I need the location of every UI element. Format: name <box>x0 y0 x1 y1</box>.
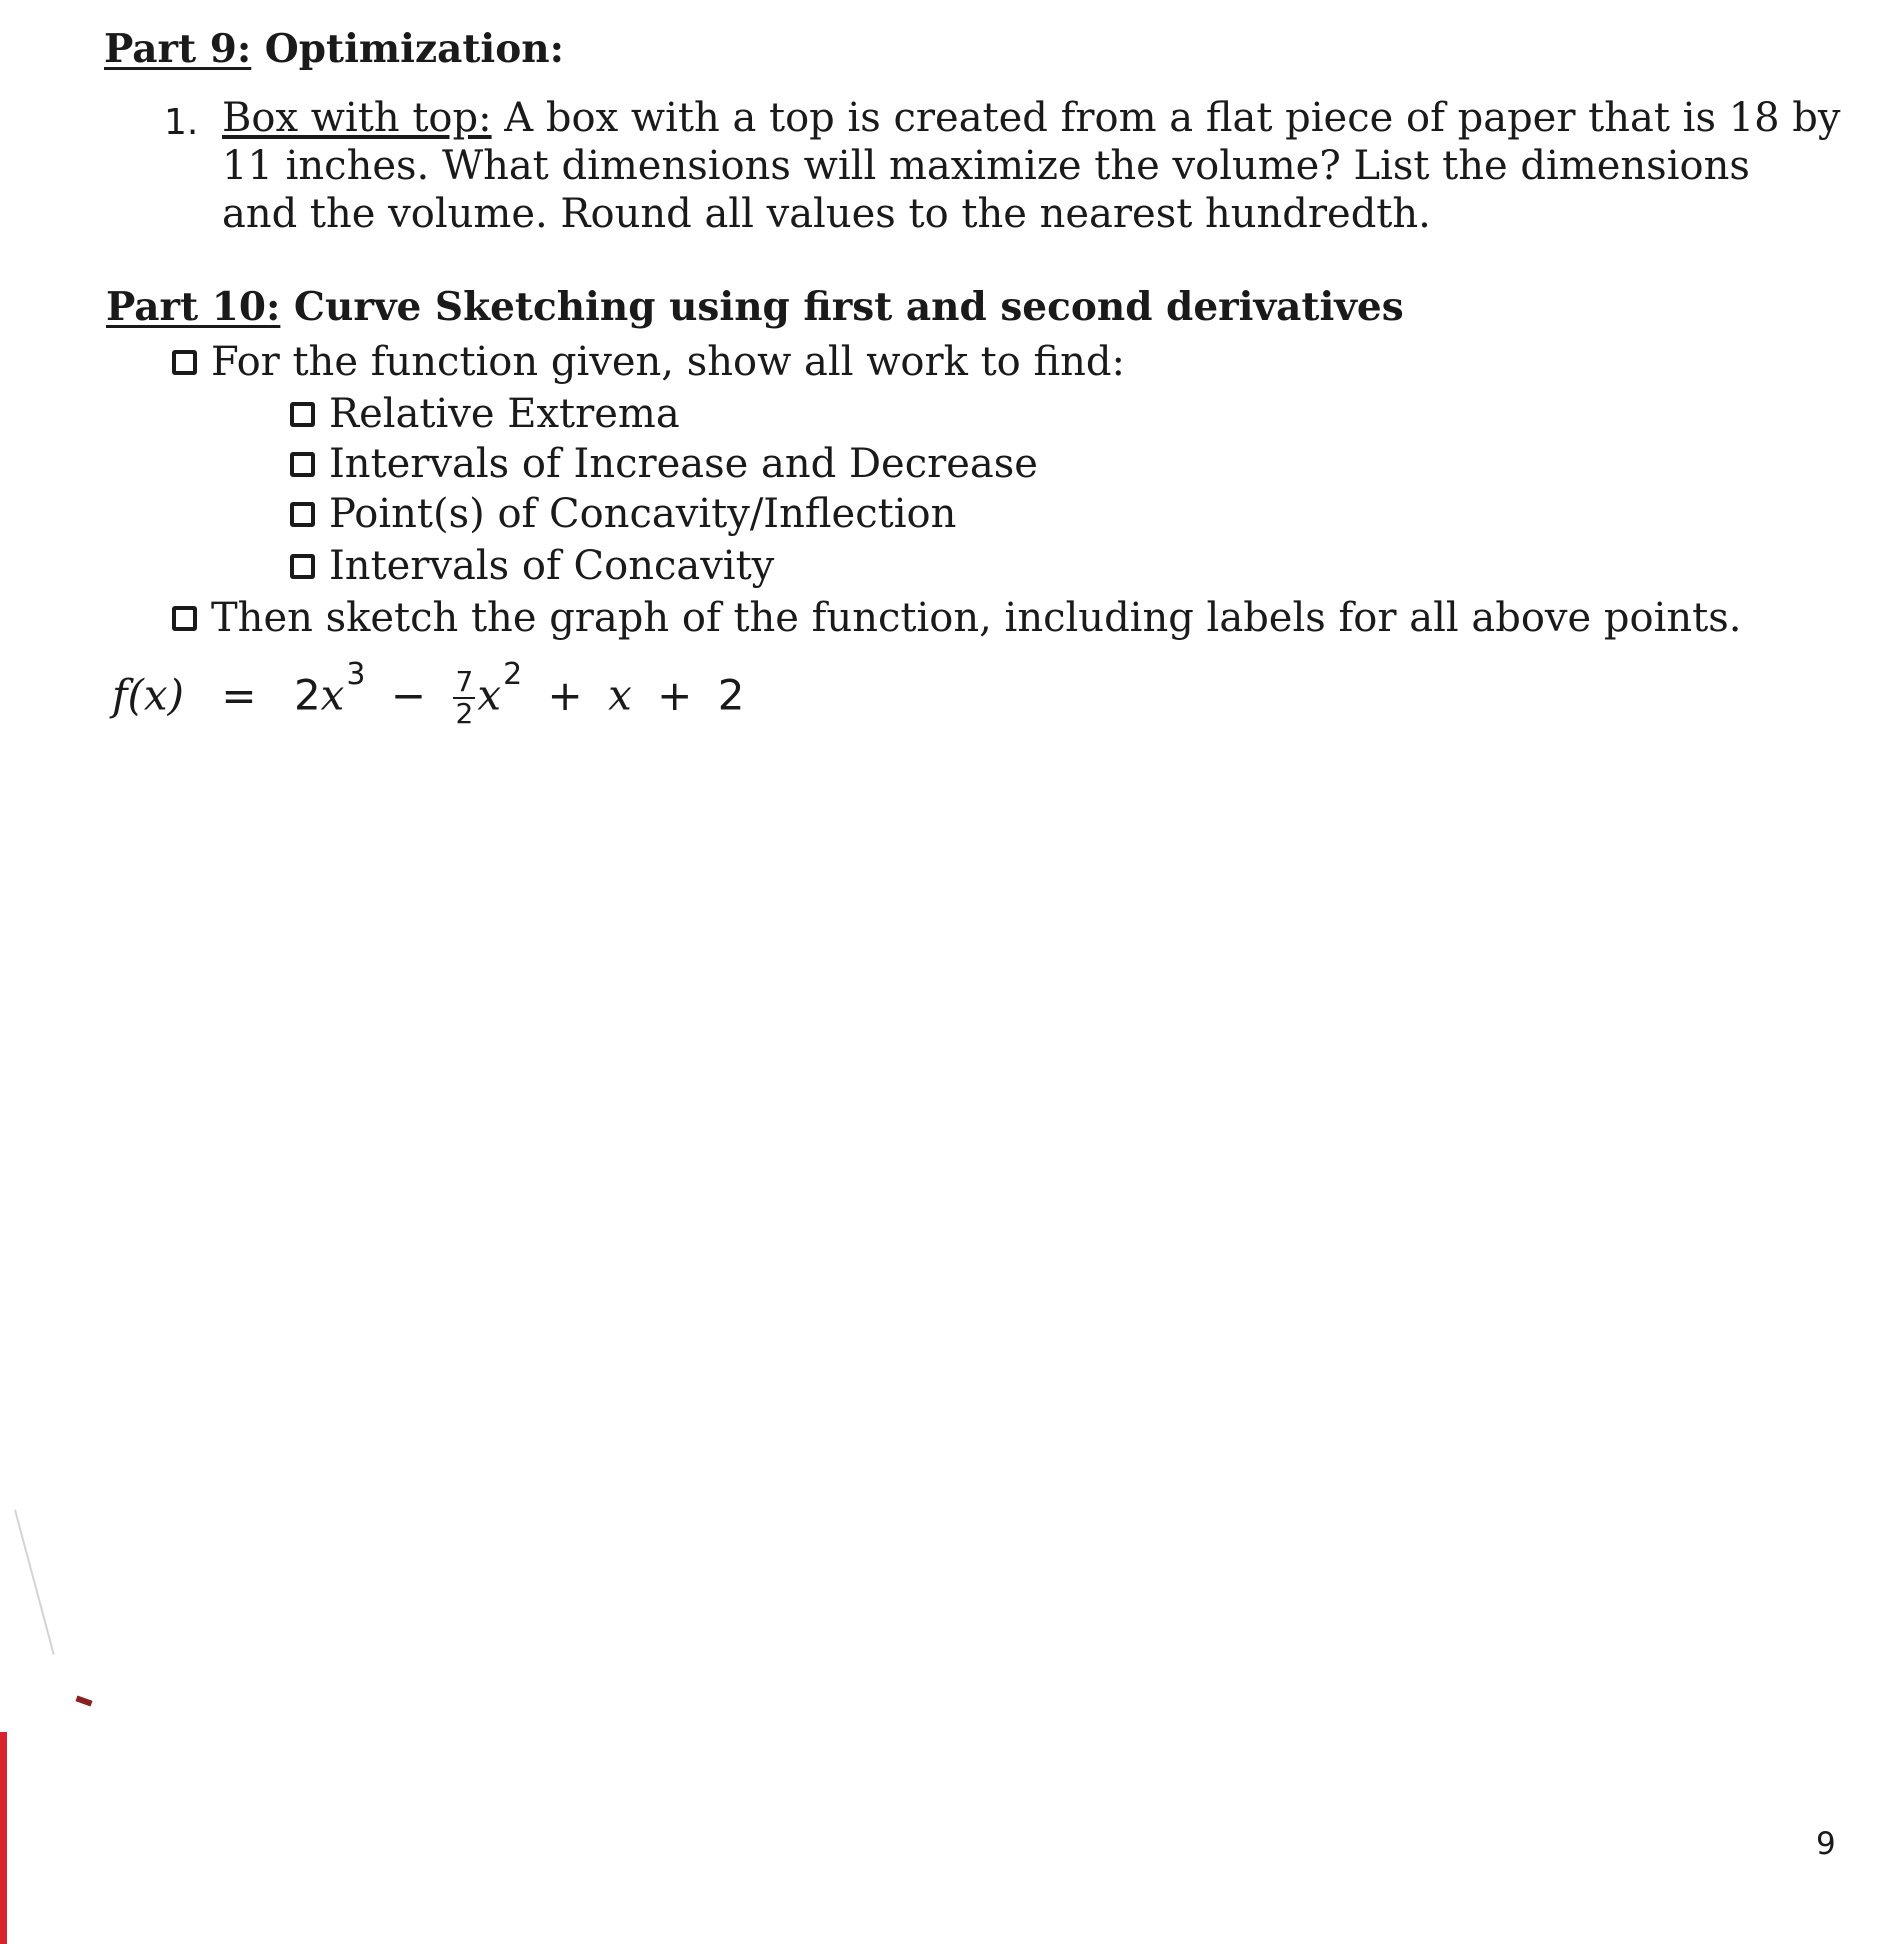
subtask-1 <box>290 390 680 438</box>
minus-sign: − <box>390 670 427 720</box>
var-2: x <box>477 670 502 720</box>
subtask-text: Intervals of Concavity <box>329 543 775 589</box>
task-1 <box>172 338 1125 386</box>
scan-artifact-line <box>14 1509 55 1654</box>
equals-sign: = <box>221 670 257 720</box>
fraction-numerator: 7 <box>455 665 474 698</box>
item-line-2: 11 inches. What dimensions will maximize the volume? List the dimensions <box>222 143 1750 189</box>
subtask-text: Intervals of Increase and Decrease <box>329 441 1038 487</box>
var-1: x <box>320 670 345 720</box>
red-ink-mark <box>75 1695 92 1706</box>
fraction <box>453 665 475 730</box>
part9-heading <box>104 26 564 72</box>
exp-1: 3 <box>346 656 366 692</box>
red-edge-bar <box>0 1732 7 1944</box>
subtask-3 <box>290 490 956 538</box>
item-number: 1. <box>164 102 199 143</box>
var-3: x <box>608 670 632 720</box>
constant: 2 <box>717 670 745 720</box>
checkbox-icon <box>290 452 315 477</box>
subtask-4 <box>290 542 774 590</box>
subtask-text: Relative Extrema <box>329 391 680 437</box>
part9-label: Part 9: <box>104 26 252 72</box>
task-2-text: Then sketch the graph of the function, including labels for all above points. <box>211 595 1742 641</box>
task-2 <box>172 594 1741 642</box>
part9-title: Optimization: <box>251 26 564 72</box>
plus-sign-2: + <box>657 670 693 720</box>
checkbox-icon <box>290 402 315 427</box>
task-1-text: For the function given, show all work to find: <box>211 339 1125 385</box>
checkbox-icon <box>172 350 197 375</box>
checkbox-icon <box>290 502 315 527</box>
item-text-1: A box with a top is created from a flat piece of paper that is 18 by <box>491 95 1841 141</box>
function-equation <box>112 656 745 730</box>
page-number: 9 <box>1816 1826 1836 1862</box>
checkbox-icon <box>172 606 197 631</box>
subtask-2 <box>290 440 1038 488</box>
plus-sign-1: + <box>547 670 583 720</box>
part10-heading <box>106 284 1404 330</box>
item-line-3: and the volume. Round all values to the nearest hundredth. <box>222 191 1431 237</box>
coef-1: 2 <box>293 670 321 720</box>
exp-2: 2 <box>503 656 523 692</box>
part10-label: Part 10: <box>106 284 281 330</box>
item-line-1 <box>222 94 1841 142</box>
part10-title: Curve Sketching using first and second derivatives <box>280 284 1404 330</box>
subtask-text: Point(s) of Concavity/Inflection <box>329 491 957 537</box>
function-lhs: f(x) <box>112 670 185 720</box>
checkbox-icon <box>290 554 315 579</box>
fraction-denominator: 2 <box>455 697 474 730</box>
item-label: Box with top: <box>222 95 492 141</box>
